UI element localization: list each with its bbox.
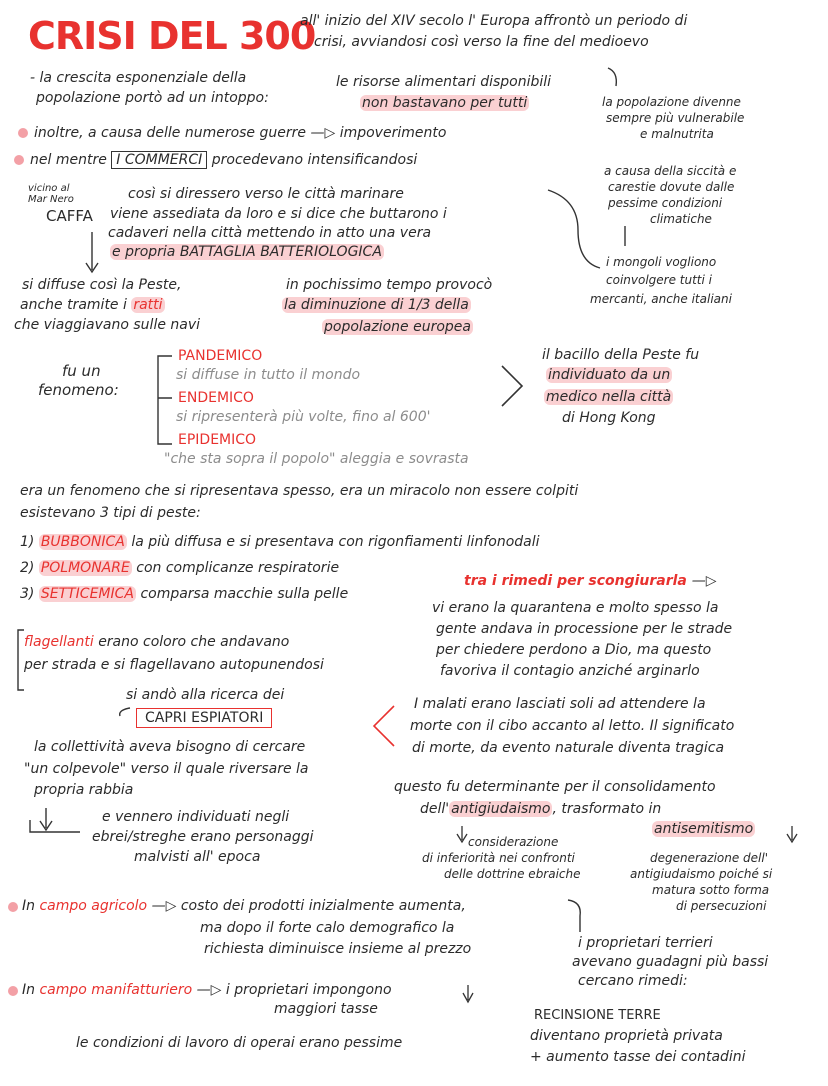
tipi-intro-1: era un fenomeno che si ripresentava spesso, era un miracolo non essere colpiti (20, 483, 579, 499)
fenomeno-pandemico: PANDEMICO (178, 348, 263, 364)
fenomeno-endemico-desc: si ripresenterà più volte, fino al 600' (176, 409, 431, 425)
popolazione-line-3: e malnutrita (640, 127, 714, 141)
bullet-dot (18, 128, 28, 138)
risorse-line-2: non bastavano per tutti (362, 95, 528, 111)
fenomeno-epidemico: EPIDEMICO (178, 432, 257, 448)
malati-line-2: morte con il cibo accanto al letto. Il significato (410, 718, 735, 734)
caffa-note-2: Mar Nero (28, 194, 74, 205)
proprietari-line-1: i proprietari terrieri (578, 935, 713, 951)
caffa-name: CAFFA (46, 207, 93, 225)
individuati-line-3: malvisti all' epoca (134, 849, 261, 865)
tipi-intro-2: esistevano 3 tipi di peste: (20, 505, 201, 521)
fenomeno-label-2: fenomeno: (38, 381, 119, 399)
capri-line-1: la collettività aveva bisogno di cercare (34, 739, 306, 755)
rimedi-line-1: vi erano la quarantena e molto spesso la (432, 600, 719, 616)
popolazione-line-2: sempre più vulnerabile (606, 111, 745, 125)
antigiudaismo-note1-1: considerazione (468, 835, 559, 849)
antigiudaismo-note1-3: delle dottrine ebraiche (444, 867, 581, 881)
guerre-line: inoltre, a causa delle numerose guerre —▷ impoverimento (34, 125, 447, 141)
bullet-dot (8, 902, 18, 912)
crescita-line-1: - la crescita esponenziale della (30, 70, 247, 86)
caffa-line-4: e propria BATTAGLIA BATTERIOLOGICA (112, 244, 382, 260)
siccita-line-3: pessime condizioni (608, 196, 723, 210)
recinsione-line-2: diventano proprietà privata (530, 1028, 723, 1044)
bacillo-line-4: di Hong Kong (562, 410, 656, 426)
antisemitismo: antisemitismo (654, 821, 754, 837)
siccita-line-1: a causa della siccità e (604, 164, 737, 178)
capri-intro: si andò alla ricerca dei (126, 687, 285, 703)
malati-line-3: di morte, da evento naturale diventa tragica (412, 740, 725, 756)
individuati-line-2: ebrei/streghe erano personaggi (92, 829, 314, 845)
tipo-2: 2) POLMONARE con complicanze respiratorie (20, 560, 340, 576)
page-title: CRISI DEL 300 (28, 14, 316, 58)
commerci-line: nel mentre I COMMERCI procedevano intensificandosi (30, 152, 418, 168)
intro-line-1: all' inizio del XIV secolo l' Europa affrontò un periodo di (300, 13, 688, 29)
tipo-3: 3) SETTICEMICA comparsa macchie sulla pelle (20, 586, 349, 602)
rimedi-line-2: gente andava in processione per le strade (436, 621, 733, 637)
crescita-line-2: popolazione portò ad un intoppo: (36, 90, 269, 106)
bullet-dot (14, 155, 24, 165)
antigiudaismo-note2-1: degenerazione dell' (650, 851, 769, 865)
recinsione-line-1: RECINSIONE TERRE (534, 1008, 661, 1023)
fenomeno-label-1: fu un (62, 362, 101, 380)
malati-line-1: I malati erano lasciati soli ad attendere la (414, 696, 706, 712)
rimedi-line-3: per chiedere perdono a Dio, ma questo (436, 642, 712, 658)
proprietari-line-2: avevano guadagni più bassi (572, 954, 769, 970)
manifatturiero-line-2: maggiori tasse (274, 1001, 378, 1017)
antigiudaismo-note2-2: antigiudaismo poiché si (630, 867, 773, 881)
fenomeno-pandemico-desc: si diffuse in tutto il mondo (176, 367, 361, 383)
diminuzione-line-2: la diminuzione di 1/3 della (284, 297, 469, 313)
bacillo-line-3: medico nella città (546, 389, 672, 405)
agricolo-line-2: ma dopo il forte calo demografico la (200, 920, 455, 936)
diminuzione-line-1: in pochissimo tempo provocò (286, 277, 493, 293)
bullet-dot (8, 986, 18, 996)
bacillo-line-2: individuato da un (548, 367, 671, 383)
intro-line-2: crisi, avviandosi così verso la fine del medioevo (314, 34, 649, 50)
siccita-line-4: climatiche (650, 212, 712, 226)
agricolo-line-3: richiesta diminuisce insieme al prezzo (204, 941, 472, 957)
caffa-line-3: cadaveri nella città mettendo in atto una vera (108, 225, 432, 241)
fenomeno-endemico: ENDEMICO (178, 390, 254, 406)
peste-line-2: anche tramite i ratti (20, 297, 163, 313)
proprietari-line-3: cercano rimedi: (578, 973, 688, 989)
antigiudaismo-note2-3: matura sotto forma (652, 883, 770, 897)
caffa-line-1: così si diressero verso le città marinare (128, 186, 404, 202)
rimedi-title: tra i rimedi per scongiurarla —▷ (464, 573, 717, 589)
caffa-line-2: viene assediata da loro e si dice che buttarono i (110, 206, 447, 222)
commerci-box: I COMMERCI (111, 151, 207, 169)
flagellanti-line-2: per strada e si flagellavano autopunendosi (24, 657, 324, 673)
antigiudaismo-line-1: questo fu determinante per il consolidamento (394, 779, 716, 795)
mongoli-line-1: i mongoli vogliono (606, 255, 717, 269)
mongoli-line-3: mercanti, anche italiani (590, 292, 732, 306)
antigiudaismo-note1-2: di inferiorità nei confronti (422, 851, 575, 865)
peste-line-1: si diffuse così la Peste, (22, 277, 182, 293)
bacillo-line-1: il bacillo della Peste fu (542, 347, 700, 363)
tipo-1: 1) BUBBONICA la più diffusa e si presentava con rigonfiamenti linfonodali (20, 534, 540, 550)
manifatturiero-line-1: In campo manifatturiero —▷ i proprietari impongono (22, 982, 392, 998)
diminuzione-line-3: popolazione europea (324, 319, 471, 335)
popolazione-line-1: la popolazione divenne (602, 95, 741, 109)
condizioni-line: le condizioni di lavoro di operai erano pessime (76, 1035, 403, 1051)
rimedi-line-4: favoriva il contagio anziché arginarlo (440, 663, 700, 679)
flagellanti-line-1: flagellanti erano coloro che andavano (24, 634, 290, 650)
antigiudaismo-line-2: dell' antigiudaismo , trasformato in (420, 801, 662, 817)
risorse-line-1: le risorse alimentari disponibili (336, 74, 552, 90)
individuati-line-1: e vennero individuati negli (102, 809, 290, 825)
mongoli-line-2: coinvolgere tutti i (606, 273, 712, 287)
capri-line-3: propria rabbia (34, 782, 134, 798)
fenomeno-epidemico-desc: "che sta sopra il popolo" aleggia e sovrasta (164, 451, 469, 467)
recinsione-line-3: + aumento tasse dei contadini (530, 1049, 746, 1065)
siccita-line-2: carestie dovute dalle (608, 180, 735, 194)
capri-line-2: "un colpevole" verso il quale riversare la (24, 761, 309, 777)
peste-line-3: che viaggiavano sulle navi (14, 317, 201, 333)
caffa-note-1: vicino al (28, 183, 70, 194)
capri-box: CAPRI ESPIATORI (136, 708, 272, 728)
agricolo-line-1: In campo agricolo —▷ costo dei prodotti inizialmente aumenta, (22, 898, 466, 914)
antigiudaismo-note2-4: di persecuzioni (676, 899, 767, 913)
